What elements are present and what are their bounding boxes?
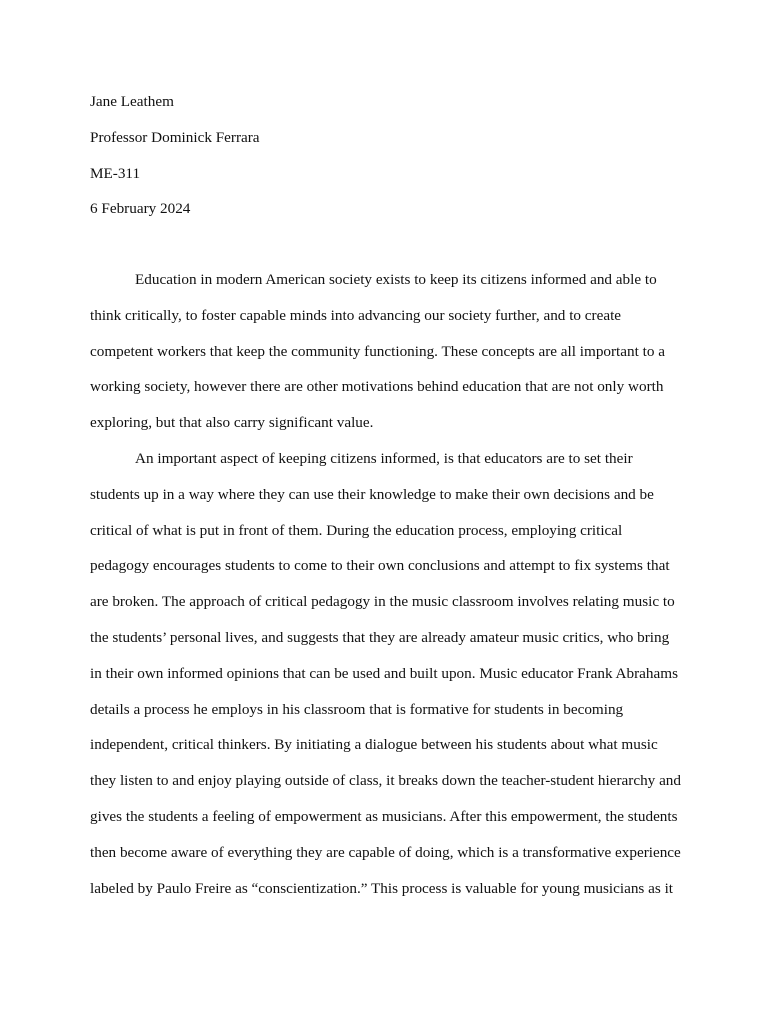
body-line-16: gives the students a feeling of empowerment as musicians. After this empowerment, the students xyxy=(90,807,678,825)
body-line-7: students up in a way where they can use their knowledge to make their own decisions and be xyxy=(90,485,654,503)
body-line-13: details a process he employs in his classroom that is formative for students in becoming xyxy=(90,700,624,718)
body-line-11: the students’ personal lives, and suggests that they are already amateur music critics, who bring xyxy=(90,628,670,646)
body-line-8: critical of what is put in front of them. During the education process, employing critical xyxy=(90,521,623,539)
body-line-12: in their own informed opinions that can be used and built upon. Music educator Frank Abrahams xyxy=(90,664,678,682)
body-line-1: Education in modern American society exists to keep its citizens informed and able to xyxy=(135,271,657,288)
body-line-5: exploring, but that also carry significant value. xyxy=(90,414,374,432)
body-line-17: then become aware of everything they are capable of doing, which is a transformative experience xyxy=(90,843,681,861)
body-line-14: independent, critical thinkers. By initiating a dialogue between his students about what music xyxy=(90,736,658,754)
course-code: ME-311 xyxy=(90,164,141,182)
essay-body xyxy=(90,270,680,914)
body-line-9: pedagogy encourages students to come to their own conclusions and attempt to fix systems that xyxy=(90,557,670,575)
body-line-2: think critically, to foster capable minds into advancing our society further, and to create xyxy=(90,306,622,324)
body-line-3: competent workers that keep the community functioning. These concepts are all important to a xyxy=(90,342,665,360)
body-line-10: are broken. The approach of critical pedagogy in the music classroom involves relating music to xyxy=(90,593,675,611)
body-line-6: An important aspect of keeping citizens informed, is that educators are to set their xyxy=(135,449,633,467)
mla-heading xyxy=(90,92,680,235)
body-line-18: labeled by Paulo Freire as “conscientization.” This process is valuable for young musicians as it xyxy=(90,879,674,897)
body-line-4: working society, however there are other motivations behind education that are not only worth xyxy=(90,378,664,396)
body-line-15: they listen to and enjoy playing outside of class, it breaks down the teacher-student hierarchy and xyxy=(90,772,681,790)
professor-name: Professor Dominick Ferrara xyxy=(90,128,260,146)
document-date: 6 February 2024 xyxy=(90,200,191,218)
author-name: Jane Leathem xyxy=(90,93,174,110)
